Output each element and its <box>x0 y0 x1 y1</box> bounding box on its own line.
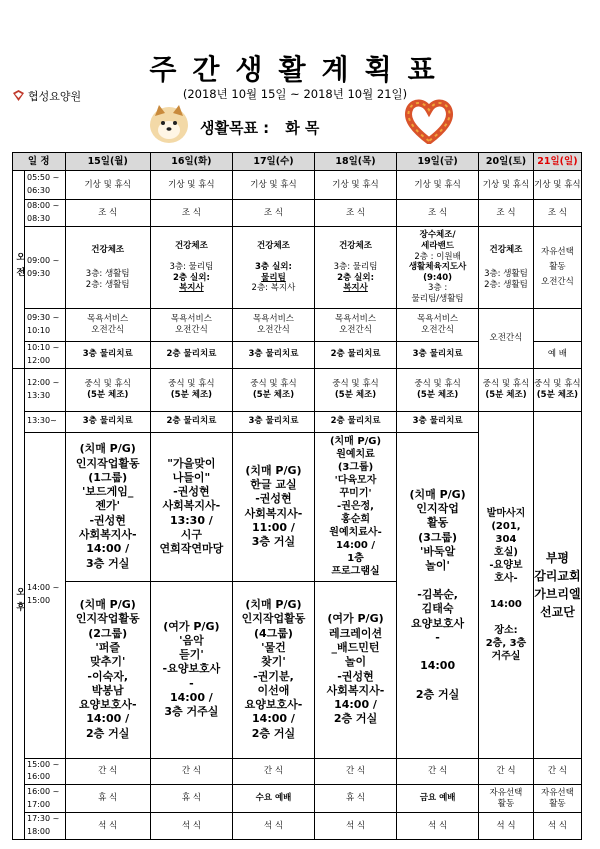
program-mon: (치매 P/G) 인지작업활동 (1그룹) '보드게임_ 젠가' -권성현 사회복지사- 14:00 / 3층 거실 (치매 P/G) 인지작업활동 (2그룹) '퍼즐 맞추기' -이숙자, 박봉남 요양보호사- 14:00 / 2층 거실 <box>65 432 150 758</box>
cell: 석 식 <box>533 813 581 840</box>
cell: 2층 물리치료 <box>315 411 397 432</box>
row-exercise <box>13 227 582 309</box>
cell: 중식 및 휴식 (5분 체조) <box>150 368 232 411</box>
period-am: 오전 <box>13 171 25 369</box>
cell: 조 식 <box>150 200 232 227</box>
cell: 기상 및 휴식 <box>232 171 314 200</box>
cell: 석 식 <box>232 813 314 840</box>
cell: 조 식 <box>479 200 534 227</box>
cell: 석 식 <box>150 813 232 840</box>
goal-label: 생활목표 : <box>200 119 270 137</box>
cell: 조 식 <box>315 200 397 227</box>
goal-value: 화 목 <box>285 119 320 137</box>
cell: 기상 및 휴식 <box>65 171 150 200</box>
cell: 기상 및 휴식 <box>150 171 232 200</box>
cell-fri: 금요 예배 <box>397 785 479 813</box>
row-physio-pm <box>13 411 582 432</box>
cell: 조 식 <box>397 200 479 227</box>
cell-sat-snack: 오전간식 <box>479 309 534 369</box>
time-cell: 08:00 ~ 08:30 <box>25 200 66 227</box>
cell: 간 식 <box>397 758 479 785</box>
time-cell: 10:10 ~ 12:00 <box>25 342 66 369</box>
cell: 간 식 <box>150 758 232 785</box>
org-logo-icon <box>12 90 25 102</box>
row-breakfast <box>13 200 582 227</box>
cell: 목욕서비스 오전간식 <box>315 309 397 342</box>
cell: 3층 물리치료 <box>397 411 479 432</box>
weekly-schedule-table <box>12 152 582 840</box>
cell-sat: 건강체조 3층: 생활팀 2층: 생활팀 <box>479 227 534 309</box>
period-pm: 오후 <box>13 368 25 839</box>
time-cell: 17:30 ~ 18:00 <box>25 813 66 840</box>
cell: 기상 및 휴식 <box>315 171 397 200</box>
org-name: 협성요양원 <box>28 90 82 103</box>
life-goal <box>200 117 319 138</box>
cell: 2층 물리치료 <box>150 342 232 369</box>
cell: 석 식 <box>397 813 479 840</box>
cell-tue: 건강체조 3층: 물리팀 2층 실외: 복지사 <box>150 227 232 309</box>
cell: 휴 식 <box>65 785 150 813</box>
day-header-sun: 21일(일) <box>533 153 581 171</box>
day-header-wed: 17일(수) <box>232 153 314 171</box>
time-cell: 12:00 ~ 13:30 <box>25 368 66 411</box>
program-sun: 부평 감리교회 가브리엘 선교단 <box>533 411 581 758</box>
row-wake <box>13 171 582 200</box>
dog-illustration <box>148 104 190 144</box>
row-bath <box>13 309 582 342</box>
day-header-mon: 15일(월) <box>65 153 150 171</box>
cell: 2층 물리치료 <box>315 342 397 369</box>
time-cell: 16:00 ~ 17:00 <box>25 785 66 813</box>
corner-header: 일 정 <box>13 153 66 171</box>
program-tue: "가을맞이 나들이" -권성현 사회복지사- 13:30 / 시구 연희작연마당 (여가 P/G) '음악 듣기' -요양보호사 - 14:00 / 3층 거주실 <box>150 432 232 758</box>
cell: 기상 및 휴식 <box>533 171 581 200</box>
day-header-sat: 20일(토) <box>479 153 534 171</box>
cell: 중식 및 휴식 (5분 체조) <box>533 368 581 411</box>
program-fri: (치매 P/G) 인지작업 활동 (3그룹) '바둑알 놀이' -김복순, 김태숙 요양보호사 - 14:00 2층 거실 <box>397 432 479 758</box>
cell: 중식 및 휴식 (5분 체조) <box>479 368 534 411</box>
cell: 기상 및 휴식 <box>479 171 534 200</box>
cell-wed: 수요 예배 <box>232 785 314 813</box>
cell: 3층 물리치료 <box>65 342 150 369</box>
row-dinner <box>13 813 582 840</box>
page-title: 주간생활계획표 <box>149 53 451 86</box>
cell: 석 식 <box>65 813 150 840</box>
cell: 조 식 <box>533 200 581 227</box>
cell: 중식 및 휴식 (5분 체조) <box>65 368 150 411</box>
cell-mon: 건강체조 3층: 생활팀 2층: 생활팀 <box>65 227 150 309</box>
program-sat: 발마사지 (201, 304 호실) -요양보 호사- 14:00 장소: 2층, 3층 거주실 <box>479 411 534 758</box>
cell-sun-empty <box>533 309 581 342</box>
cell: 목욕서비스 오전간식 <box>232 309 314 342</box>
cell: 3층 물리치료 <box>232 342 314 369</box>
cell: 중식 및 휴식 (5분 체조) <box>232 368 314 411</box>
cell: 3층 물리치료 <box>65 411 150 432</box>
cell: 중식 및 휴식 (5분 체조) <box>397 368 479 411</box>
row-rest <box>13 785 582 813</box>
cell-sat: 자유선택 활동 <box>479 785 534 813</box>
cell: 중식 및 휴식 (5분 체조) <box>315 368 397 411</box>
cell-sun: 예 배 <box>533 342 581 369</box>
cell: 조 식 <box>232 200 314 227</box>
cell: 조 식 <box>65 200 150 227</box>
cell: 2층 물리치료 <box>150 411 232 432</box>
program-thu: (치매 P/G) 원예치료 (3그룹) '다육모자 꾸미기' -권은정, 홍순희 원예치료사- 14:00 / 1층 프로그램실 (여가 P/G) 레크레이션 _배드민턴 놀이 -권성현 사회복지사- 14:00 / 2층 거실 <box>315 432 397 758</box>
cell: 석 식 <box>315 813 397 840</box>
cell: 간 식 <box>232 758 314 785</box>
program-wed: (치매 P/G) 한글 교실 -권성현 사회복지사- 11:00 / 3층 거실 (치매 P/G) 인지작업활동 (4그룹) '물건 찾기' -권기분, 이선애 요양보호사- 14:00 / 2층 거실 <box>232 432 314 758</box>
time-cell: 13:30~ <box>25 411 66 432</box>
cell-wed: 건강체조 3층 실외: 물리팀 2층: 복지사 <box>232 227 314 309</box>
cell: 휴 식 <box>315 785 397 813</box>
cell: 간 식 <box>533 758 581 785</box>
day-header-thu: 18일(목) <box>315 153 397 171</box>
row-snack-pm <box>13 758 582 785</box>
day-header-tue: 16일(화) <box>150 153 232 171</box>
cell: 간 식 <box>479 758 534 785</box>
time-cell: 09:30 ~ 10:10 <box>25 309 66 342</box>
cell: 목욕서비스 오전간식 <box>150 309 232 342</box>
cell: 3층 물리치료 <box>397 342 479 369</box>
time-cell: 09:00 ~ 09:30 <box>25 227 66 309</box>
cell-sun: 자유선택 활동 <box>533 785 581 813</box>
cell-sun: 자유선택 활동 오전간식 <box>533 227 581 309</box>
cell: 목욕서비스 오전간식 <box>65 309 150 342</box>
cell: 3층 물리치료 <box>232 411 314 432</box>
cell: 간 식 <box>65 758 150 785</box>
row-lunch <box>13 368 582 411</box>
cell: 목욕서비스 오전간식 <box>397 309 479 342</box>
cell: 기상 및 휴식 <box>397 171 479 200</box>
time-cell: 15:00 ~ 16:00 <box>25 758 66 785</box>
day-header-fri: 19일(금) <box>397 153 479 171</box>
cell: 휴 식 <box>150 785 232 813</box>
heart-wreath-icon <box>404 98 454 144</box>
date-range: (2018년 10월 15일 ~ 2018년 10월 21일) <box>182 87 408 101</box>
cell-thu: 건강체조 3층: 물리팀 2층 실외: 복지사 <box>315 227 397 309</box>
cell: 간 식 <box>315 758 397 785</box>
time-cell: 14:00 ~ 15:00 <box>25 432 66 758</box>
header-row <box>13 153 582 171</box>
cell: 석 식 <box>479 813 534 840</box>
time-cell: 05:50 ~ 06:30 <box>25 171 66 200</box>
cell-fri: 장수체조/ 세라밴드 2층 : 이원배 생활체육지도사 (9:40) 3층 : 물리팀/생활팀 <box>397 227 479 309</box>
org-name-block <box>12 88 81 104</box>
